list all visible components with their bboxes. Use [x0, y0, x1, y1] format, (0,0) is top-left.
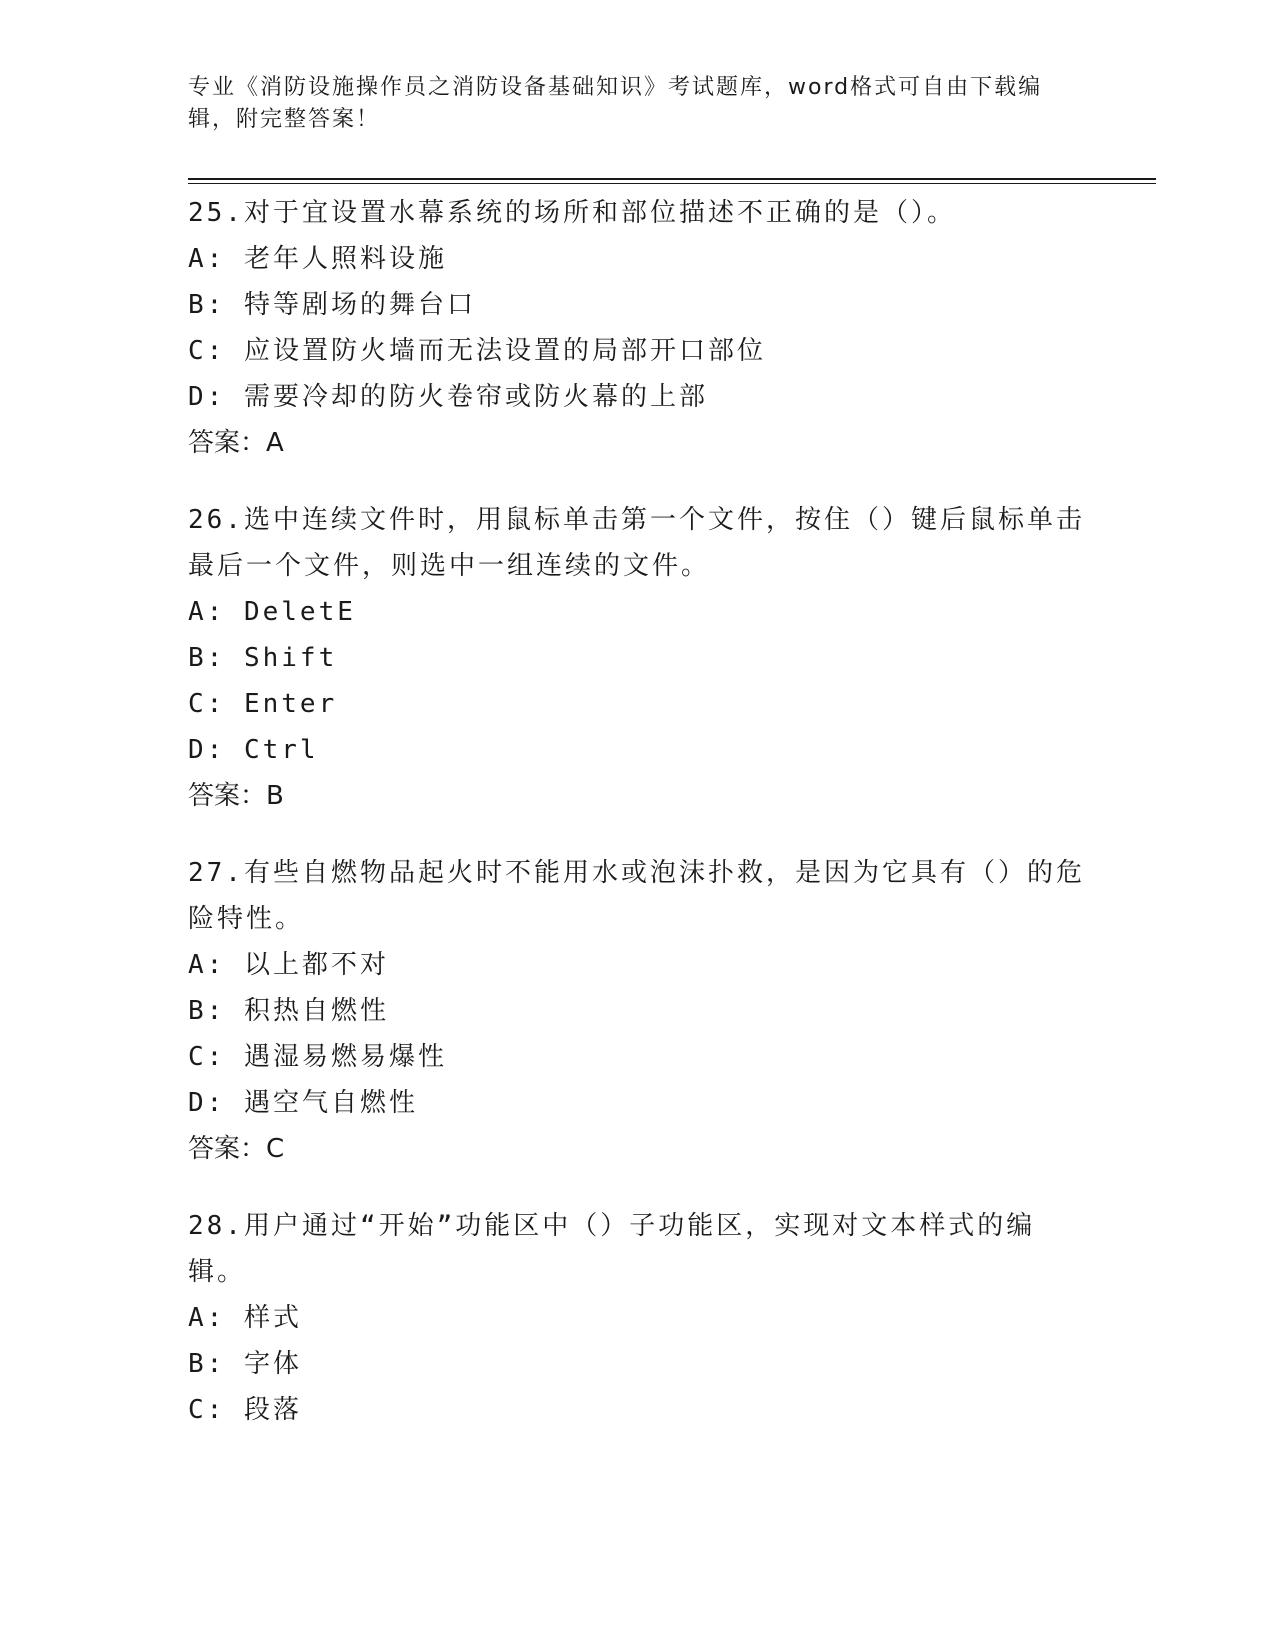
question-text: 28.用户通过“开始”功能区中（）子功能区，实现对文本样式的编辑。: [188, 1211, 1036, 1287]
option-c: C: 段落: [188, 1395, 302, 1425]
option-d: D: 需要冷却的防火卷帘或防火幕的上部: [188, 382, 708, 412]
option-d: D: 遇空气自燃性: [188, 1088, 418, 1118]
header-divider-thick: [188, 178, 1156, 180]
option-c: C: 遇湿易燃易爆性: [188, 1042, 447, 1072]
question-25: [188, 190, 1088, 466]
question-26: [188, 497, 1088, 819]
question-text: 26.选中连续文件时，用鼠标单击第一个文件，按住（）键后鼠标单击最后一个文件，则选中一组连续的文件。: [188, 505, 1085, 581]
option-c: C: 应设置防火墙而无法设置的局部开口部位: [188, 336, 766, 366]
answer-label: 答案：C: [188, 1134, 285, 1164]
option-a: A: 老年人照料设施: [188, 244, 447, 274]
question-list: [188, 190, 1088, 1464]
option-b: B: Shift: [188, 643, 338, 673]
option-b: B: 积热自燃性: [188, 996, 389, 1026]
answer-label: 答案：A: [188, 428, 284, 458]
question-27: [188, 850, 1088, 1172]
option-d: D: Ctrl: [188, 735, 319, 765]
option-a: A: 样式: [188, 1303, 302, 1333]
question-text: 27.有些自燃物品起火时不能用水或泡沫扑救，是因为它具有（）的危险特性。: [188, 858, 1085, 934]
answer-label: 答案：B: [188, 781, 284, 811]
option-b: B: 字体: [188, 1349, 302, 1379]
question-28: [188, 1203, 1088, 1433]
option-a: A: DeletE: [188, 597, 356, 627]
option-b: B: 特等剧场的舞台口: [188, 290, 476, 320]
option-c: C: Enter: [188, 689, 338, 719]
document-header: 专业《消防设施操作员之消防设备基础知识》考试题库，word格式可自由下载编辑，附完整答案！: [188, 75, 1043, 132]
question-text: 25.对于宜设置水幕系统的场所和部位描述不正确的是（）。: [188, 198, 956, 228]
header-divider-thin: [188, 183, 1156, 184]
option-a: A: 以上都不对: [188, 950, 389, 980]
